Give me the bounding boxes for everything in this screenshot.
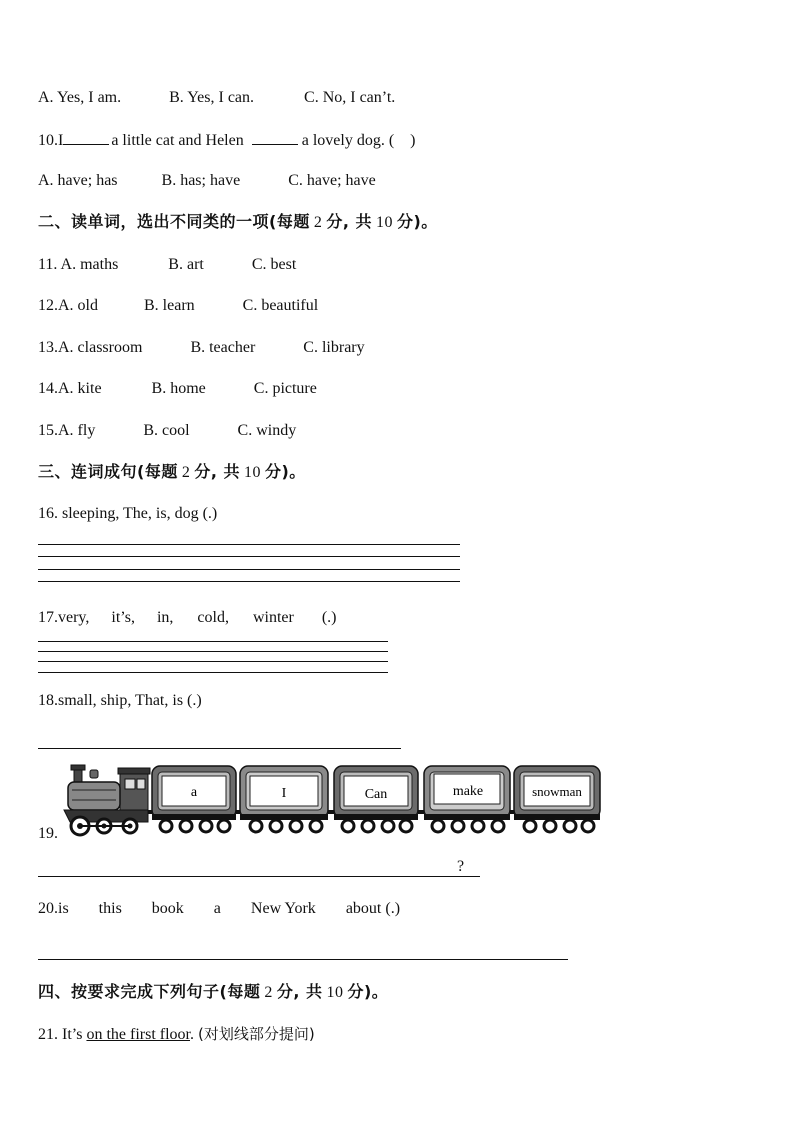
q21-number: 21. It’s [38,1026,83,1043]
q15-option-c: C. windy [237,422,297,439]
q19-question-mark: ? [457,858,465,875]
section-4-points: 2 [264,984,273,1001]
q10-blank-1[interactable] [63,130,109,145]
q20-word: 20.is [38,900,69,917]
section-3-title: 三、连词成句(每题 [38,462,178,481]
section-2-end: 分)。 [396,212,438,231]
q21-period: . [190,1026,194,1043]
section-4-end: 分)。 [347,982,389,1001]
q14-row [38,379,317,399]
q15-option-a: .A. fly [54,422,96,439]
train-car-word: Can [364,787,388,802]
section-2-points: 2 [313,214,323,231]
q21-prompt [38,1024,315,1045]
q20-answer-line[interactable] [38,959,568,960]
q19-number: 19. [38,825,58,842]
section-3-end: 分)。 [264,462,306,481]
section-2-total: 10 [375,214,393,231]
q20-prompt [38,899,400,919]
section-2-mid: 分, 共 [326,212,372,231]
q18-answer-line[interactable] [38,748,401,749]
q17-answer-line-3[interactable] [38,661,388,662]
q16-answer-line-2[interactable] [38,556,460,557]
q10-blank-2[interactable] [252,130,298,145]
section-3-points: 2 [181,464,191,481]
q13-option-b: B. teacher [190,339,256,356]
q10-question [38,130,415,151]
q9-option-c: C. No, I can’t. [304,89,396,106]
section-2-title: 二、读单词，选出不同类的一项(每题 [38,212,310,231]
q12-row [38,296,318,316]
q12-option-a: .A. old [54,297,98,314]
section-4-total: 10 [326,984,344,1001]
q20-word: about (.) [345,900,401,917]
q21-underlined-phrase: on the first floor [86,1026,190,1043]
q14-option-b: B. home [151,380,206,397]
q13-row [38,338,365,358]
section-4-mid: 分, 共 [276,982,323,1001]
section-3-heading [38,462,306,483]
locomotive-icon [64,765,150,835]
q14-option-c: C. picture [253,380,317,397]
q20-word: book [151,900,184,917]
train-car-word: a [190,785,198,800]
q9-option-a: A. Yes, I am. [38,89,122,106]
q15-option-b: B. cool [143,422,190,439]
q9-options [38,88,395,108]
q20-word: a [213,900,221,917]
q17-word: it’s, [111,609,135,626]
q16-answer-line-1[interactable] [38,544,460,545]
q17-word: 17.very, [38,609,90,626]
q13-number: 13 [38,339,54,356]
q17-word: (.) [321,609,337,626]
q17-word: winter [252,609,294,626]
q10-text-1: a little cat and Helen [111,132,244,149]
section-4-title: 四、按要求完成下列句子(每题 [38,982,261,1001]
q19-answer-line[interactable] [38,876,480,877]
train-car-4 [424,766,510,832]
q20-word: New York [250,900,316,917]
q9-option-b: B. Yes, I can. [169,89,255,106]
q10-option-c: C. have; have [288,172,376,189]
q10-close-paren: ) [410,132,416,149]
q11-option-c: C. best [251,256,297,273]
q16-prompt: 16. sleeping, The, is, dog (.) [38,505,218,522]
q11-option-b: B. art [168,256,204,273]
section-3-mid: 分, 共 [194,462,240,481]
q13-option-c: C. library [303,339,365,356]
train-car-word: make [452,784,484,799]
q11-option-a: . A. maths [53,256,119,273]
q12-option-c: C. beautiful [242,297,319,314]
train-car-word: snowman [532,784,582,799]
q20-word: this [98,900,122,917]
q11-number: 11 [38,256,54,273]
q17-answer-line-2[interactable] [38,651,388,652]
train-car-word: I [281,786,287,801]
q15-row [38,421,296,441]
q17-word: cold, [197,609,229,626]
section-2-heading [38,212,438,233]
q17-answer-line-4[interactable] [38,672,388,673]
q11-row [38,255,296,275]
q17-prompt [38,608,336,628]
q16-answer-line-3[interactable] [38,569,460,570]
q10-option-a: A. have; has [38,172,118,189]
train-car-1 [152,766,236,832]
q18-prompt: 18.small, ship, That, is (.) [38,692,202,709]
q10-number: 10.I [38,132,64,149]
q17-answer-line-1[interactable] [38,641,388,642]
q13-option-a: .A. classroom [54,339,143,356]
q12-number: 12 [38,297,54,314]
train-car-2 [240,766,328,832]
q21-instruction: (对划线部分提问) [198,1025,315,1043]
q10-options [38,171,376,191]
q15-number: 15 [38,422,54,439]
section-4-heading [38,982,388,1003]
section-3-total: 10 [243,464,261,481]
q17-word: in, [156,609,174,626]
q14-option-a: .A. kite [54,380,102,397]
train-picture [60,760,605,840]
q16-answer-line-4[interactable] [38,581,460,582]
q10-option-b: B. has; have [161,172,241,189]
train-car-5 [514,766,600,832]
q10-text-2: a lovely dog. ( [301,132,395,149]
train-car-3 [334,766,418,832]
q14-number: 14 [38,380,54,397]
q12-option-b: B. learn [144,297,195,314]
